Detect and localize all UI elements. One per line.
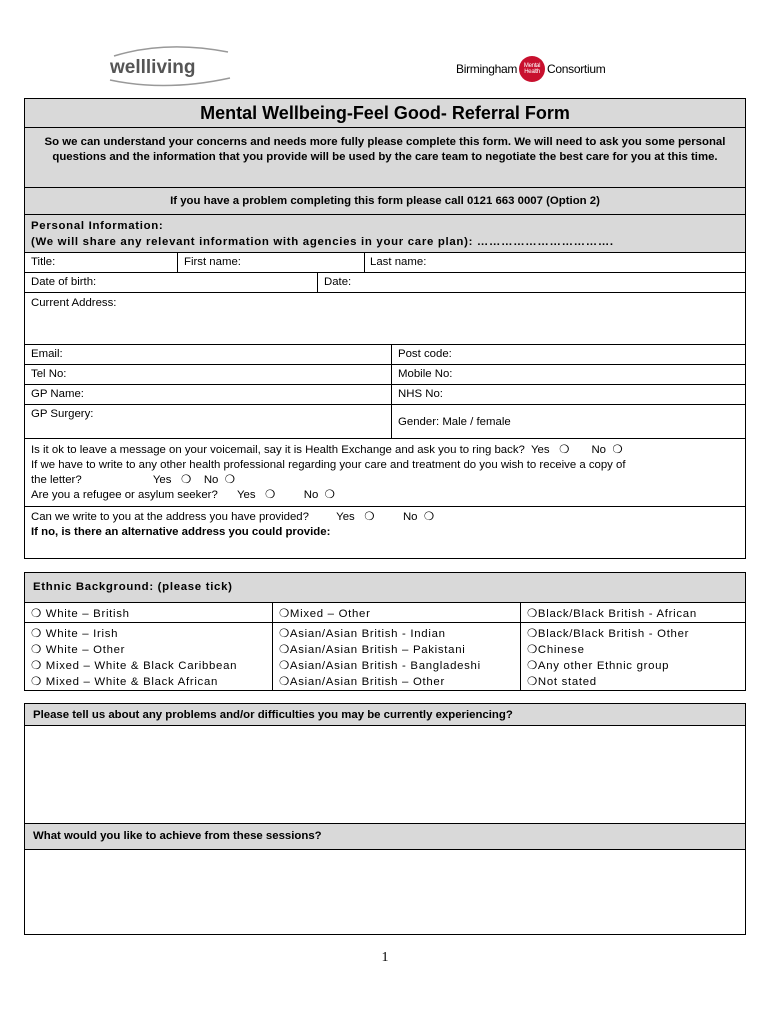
- ethnic-col-3: [521, 603, 745, 690]
- personal-heading: Personal Information:: [31, 220, 164, 232]
- voicemail-question: [31, 443, 739, 458]
- mobile-field[interactable]: [392, 365, 745, 384]
- ethnic-option[interactable]: ❍Black/Black British - Other: [527, 628, 690, 640]
- ethnic-option[interactable]: ❍ White – Other: [31, 644, 126, 656]
- problems-heading: Please tell us about any problems and/or difficulties you may be currently experiencing?: [25, 704, 745, 726]
- alt-address-question: If no, is there an alternative address you could provide:: [31, 526, 331, 538]
- ethnic-option-label: Black/Black British - African: [537, 608, 697, 620]
- ethnic-option-label: Not stated: [537, 676, 597, 688]
- dob-label: Date of birth:: [31, 276, 97, 288]
- ethnic-option-label: Black/Black British - Other: [537, 628, 690, 640]
- ethnic-col-2: [273, 603, 521, 690]
- date-label: Date:: [324, 276, 352, 288]
- ethnic-option[interactable]: ❍ White – Irish: [31, 628, 119, 640]
- page-number: 1: [381, 950, 389, 965]
- copy-letter-question-line2: [31, 473, 739, 488]
- logo-badge-line2: Health: [524, 69, 540, 75]
- first-name-field[interactable]: [178, 253, 365, 272]
- refugee-text: Are you a refugee or asylum seeker?: [31, 489, 218, 501]
- ethnic-option[interactable]: ❍Chinese: [527, 644, 585, 656]
- ethnic-option[interactable]: ❍ Mixed – White & Black Caribbean: [31, 660, 238, 672]
- ethnic-option[interactable]: ❍Black/Black British - African: [521, 603, 745, 623]
- logo-badge: [519, 56, 545, 82]
- gp-name-row: [25, 385, 745, 405]
- ethnic-option-label: Mixed – Other: [289, 608, 371, 620]
- copy-letter-no-label: No: [203, 474, 219, 486]
- ethnic-background-table: [24, 572, 746, 691]
- name-row: [25, 253, 745, 273]
- wellliving-logo: [106, 44, 236, 88]
- mobile-label: Mobile No:: [398, 368, 453, 380]
- ethnic-option-label: White – British: [45, 608, 130, 620]
- achieve-answer-box[interactable]: [25, 850, 745, 934]
- copy-letter-no-radio[interactable]: ❍: [224, 474, 235, 486]
- ethnic-heading: Ethnic Background: (please tick): [25, 573, 745, 603]
- postcode-field[interactable]: [392, 345, 745, 364]
- write-address-yes-label: Yes: [336, 511, 355, 523]
- ethnic-option-label: Asian/Asian British - Bangladeshi: [289, 660, 481, 672]
- ethnic-option-label: Mixed – White & Black Caribbean: [45, 660, 238, 672]
- form-title: Mental Wellbeing-Feel Good- Referral Form: [25, 99, 745, 128]
- tel-row: [25, 365, 745, 385]
- voicemail-text: Is it ok to leave a message on your voicemail, say it is Health Exchange and ask you to ring back?: [31, 444, 525, 456]
- tel-label: Tel No:: [31, 368, 67, 380]
- ethnic-option[interactable]: ❍Asian/Asian British – Pakistani: [279, 644, 466, 656]
- refugee-no-radio[interactable]: ❍: [324, 489, 335, 501]
- ethnic-option[interactable]: ❍Not stated: [527, 676, 597, 688]
- personal-subheading: (We will share any relevant information with agencies in your care plan): …………………………….: [31, 236, 614, 248]
- write-address-question: [31, 510, 739, 525]
- ethnic-option[interactable]: ❍Asian/Asian British – Other: [279, 676, 445, 688]
- dob-row: [25, 273, 745, 293]
- last-name-field[interactable]: [365, 253, 745, 272]
- problems-section: [24, 703, 746, 935]
- address-questions: [25, 507, 745, 558]
- last-name-label: Last name:: [370, 256, 427, 268]
- logo-left-text: wellliving: [110, 57, 196, 78]
- problems-answer-box[interactable]: [25, 726, 745, 824]
- gp-surgery-field[interactable]: [25, 405, 392, 438]
- ethnic-option-label: Asian/Asian British - Indian: [289, 628, 446, 640]
- gp-surgery-row: [25, 405, 745, 439]
- title-field[interactable]: [25, 253, 178, 272]
- email-label: Email:: [31, 348, 63, 360]
- ethnic-option[interactable]: ❍Asian/Asian British - Bangladeshi: [279, 660, 481, 672]
- ethnic-option[interactable]: ❍Asian/Asian British - Indian: [279, 628, 446, 640]
- write-address-yes-radio[interactable]: ❍: [364, 511, 375, 523]
- email-field[interactable]: [25, 345, 392, 364]
- tel-field[interactable]: [25, 365, 392, 384]
- date-field[interactable]: [318, 273, 745, 292]
- ethnic-option-label: White – Other: [45, 644, 126, 656]
- address-field[interactable]: [25, 293, 745, 345]
- form-intro: So we can understand your concerns and needs more fully please complete this form. We will need to ask you some personal questions and the information that you provide will be used by the care team to negotiate the best care for you at this time.: [25, 128, 745, 188]
- copy-letter-text: the letter?: [31, 474, 82, 486]
- voicemail-no-label: No: [591, 444, 607, 456]
- ethnic-option[interactable]: ❍Mixed – Other: [273, 603, 520, 623]
- gender-label: Gender: Male / female: [398, 416, 511, 428]
- logo-right-left: Birmingham: [456, 62, 518, 76]
- write-address-no-radio[interactable]: ❍: [423, 511, 435, 523]
- ethnic-col-1: [25, 603, 273, 690]
- ethnic-option[interactable]: ❍ Mixed – White & Black African: [31, 676, 219, 688]
- postcode-label: Post code:: [398, 348, 452, 360]
- refugee-no-label: No: [303, 489, 319, 501]
- write-address-text: Can we write to you at the address you have provided?: [31, 511, 309, 523]
- ethnic-option-label: Chinese: [537, 644, 585, 656]
- title-label: Title:: [31, 256, 56, 268]
- contact-questions: [25, 439, 745, 507]
- ethnic-option-label: White – Irish: [45, 628, 119, 640]
- ethnic-option[interactable]: ❍Any other Ethnic group: [527, 660, 670, 672]
- copy-letter-yes-radio[interactable]: ❍: [180, 474, 192, 486]
- copy-letter-yes-label: Yes: [152, 474, 172, 486]
- dob-field[interactable]: [25, 273, 318, 292]
- voicemail-no-radio[interactable]: ❍: [612, 444, 623, 456]
- logo-right-right: Consortium: [547, 62, 606, 76]
- voicemail-yes-radio[interactable]: ❍: [559, 444, 570, 456]
- write-address-no-label: No: [402, 511, 418, 523]
- ethnic-option-label: Asian/Asian British – Other: [289, 676, 445, 688]
- birmingham-consortium-logo: [456, 52, 606, 86]
- ethnic-option[interactable]: ❍ White – British: [25, 603, 272, 623]
- personal-info-heading: [25, 215, 745, 253]
- voicemail-yes-label: Yes: [530, 444, 550, 456]
- help-line: If you have a problem completing this form please call 0121 663 0007 (Option 2): [25, 188, 745, 215]
- first-name-label: First name:: [184, 256, 241, 268]
- gp-surgery-label: GP Surgery:: [31, 408, 94, 420]
- achieve-heading: What would you like to achieve from these sessions?: [25, 824, 745, 850]
- refugee-yes-label: Yes: [236, 489, 256, 501]
- logo-badge-line1: Mental: [523, 62, 541, 69]
- refugee-question: [31, 488, 739, 503]
- nhs-label: NHS No:: [398, 388, 443, 400]
- ethnic-option-label: Any other Ethnic group: [537, 660, 670, 672]
- ethnic-option-label: Asian/Asian British – Pakistani: [289, 644, 466, 656]
- refugee-yes-radio[interactable]: ❍: [265, 489, 276, 501]
- nhs-field[interactable]: [392, 385, 745, 404]
- ethnic-option-label: Mixed – White & Black African: [45, 676, 219, 688]
- ethnic-options: [25, 603, 745, 690]
- address-label: Current Address:: [31, 297, 117, 309]
- referral-form: [24, 98, 746, 559]
- copy-letter-question-line1: If we have to write to any other health professional regarding your care and treatment do you wish to receive a copy of: [31, 459, 626, 471]
- gender-field[interactable]: [392, 405, 745, 438]
- gp-name-field[interactable]: [25, 385, 392, 404]
- email-row: [25, 345, 745, 365]
- gp-name-label: GP Name:: [31, 388, 84, 400]
